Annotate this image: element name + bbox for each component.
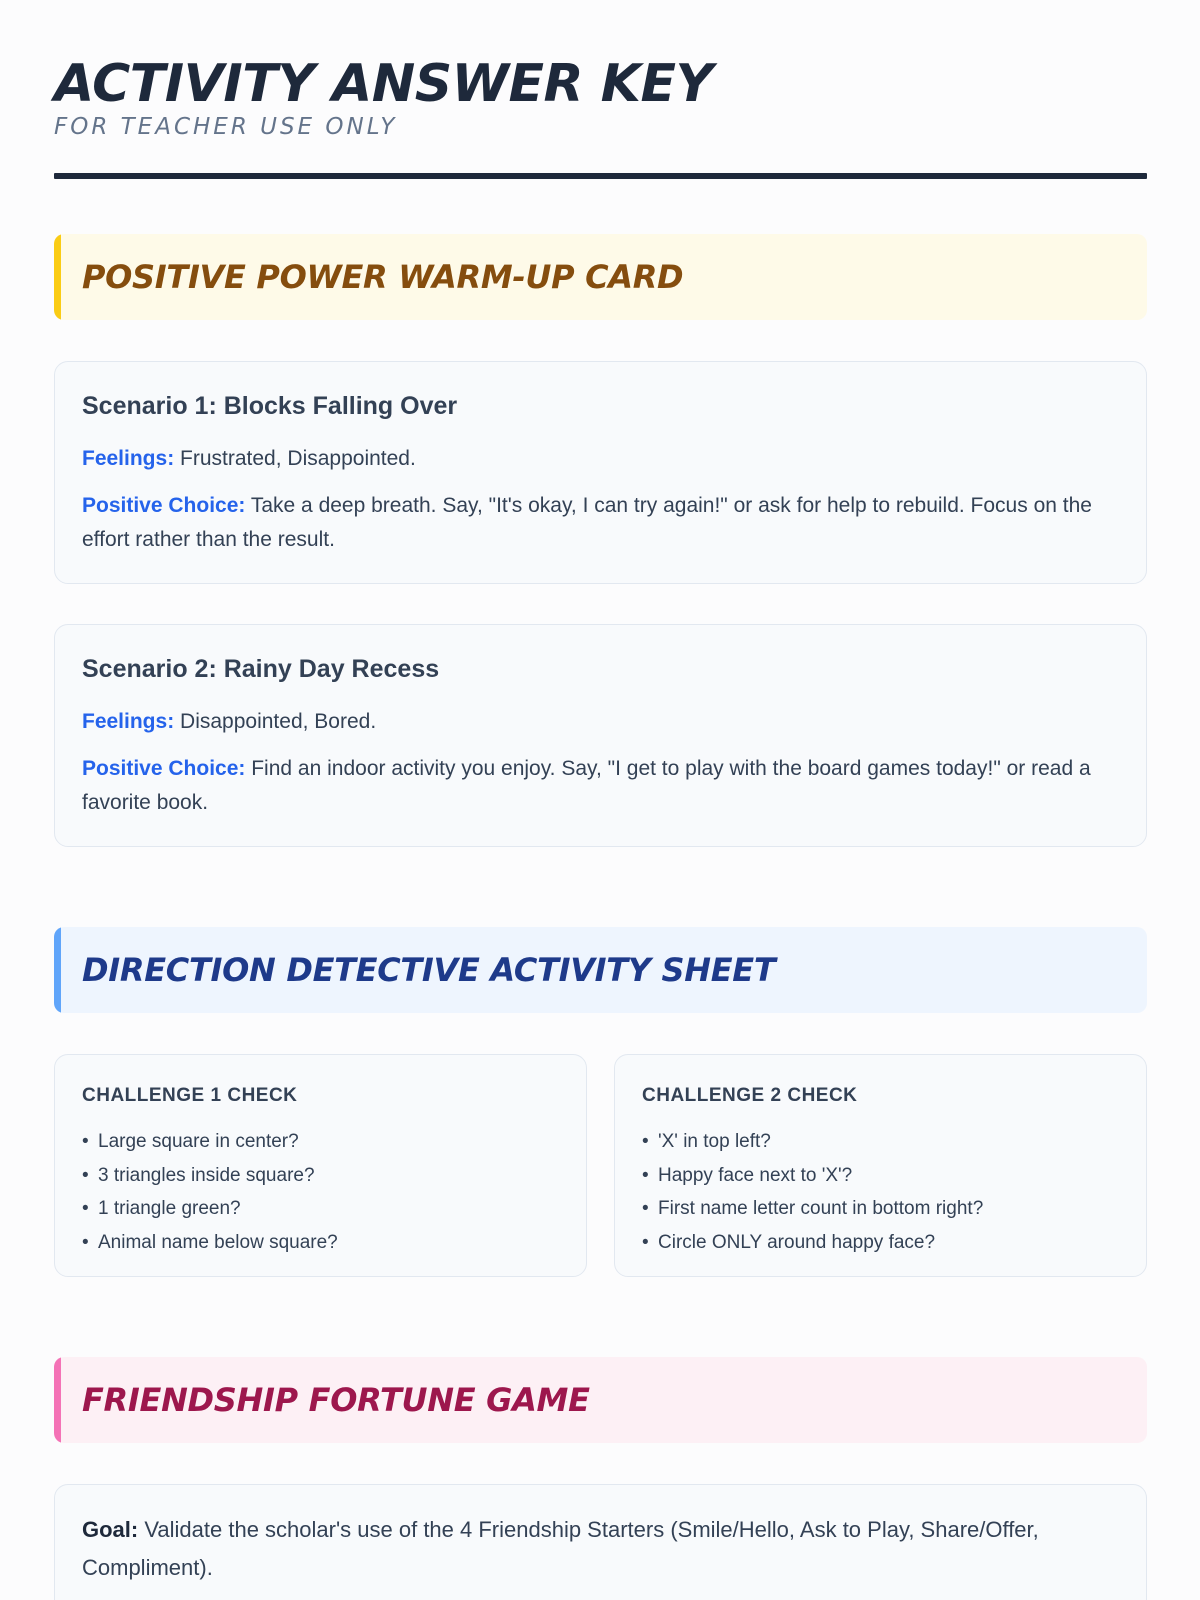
challenge-title: CHALLENGE 2 CHECK	[642, 1085, 858, 1106]
warmup-section-banner	[54, 234, 1147, 320]
friendship-section-banner	[54, 1357, 1147, 1443]
goal-text	[82, 1511, 1116, 1587]
header-divider	[54, 173, 1147, 179]
scenario-card-1	[54, 361, 1147, 584]
bullet-icon: •	[642, 1231, 649, 1253]
bullet-icon: •	[82, 1131, 89, 1152]
detective-section-title: DIRECTION DETECTIVE ACTIVITY SHEET	[82, 951, 776, 989]
detective-section-banner	[54, 927, 1147, 1013]
checklist-item: • 'X' in top left?	[642, 1125, 983, 1159]
checklist-item: • Circle ONLY around happy face?	[642, 1226, 983, 1260]
bullet-icon: •	[642, 1131, 649, 1152]
checklist-item: • Happy face next to 'X'?	[642, 1159, 983, 1193]
checklist-item: • 1 triangle green?	[82, 1192, 338, 1226]
goal-value: Validate the scholar's use of the 4 Friendship Starters (Smile/Hello, Ask to Play, Share/Offer, Compliment).	[82, 1517, 1039, 1580]
challenge-title: CHALLENGE 1 CHECK	[82, 1085, 298, 1106]
bullet-icon: •	[642, 1198, 649, 1219]
goal-card	[54, 1484, 1147, 1600]
positive-choice-label: Positive Choice:	[82, 494, 246, 517]
positive-choice-label: Positive Choice:	[82, 757, 246, 780]
bullet-icon: •	[82, 1198, 89, 1219]
bullet-icon: •	[82, 1231, 89, 1253]
bullet-icon: •	[82, 1164, 89, 1186]
friendship-section-title: FRIENDSHIP FORTUNE GAME	[82, 1381, 590, 1419]
feelings-value: Disappointed, Bored.	[180, 710, 377, 733]
scenario-card-2	[54, 624, 1147, 847]
checklist-item: • 3 triangles inside square?	[82, 1159, 338, 1193]
feelings-label: Feelings:	[82, 710, 175, 733]
positive-choice-value: Find an indoor activity you enjoy. Say, "I get to play with the board games today!" or read a favorite book.	[82, 757, 1091, 814]
checklist	[82, 1125, 338, 1259]
checklist-item: • Animal name below square?	[82, 1226, 338, 1260]
scenario-title: Scenario 2: Rainy Day Recess	[82, 655, 440, 683]
challenge-card-2	[614, 1054, 1147, 1277]
feelings-label: Feelings:	[82, 447, 175, 470]
feelings-value: Frustrated, Disappointed.	[180, 447, 416, 470]
checklist-item: • Large square in center?	[82, 1125, 338, 1159]
challenge-card-1	[54, 1054, 587, 1277]
goal-label: Goal:	[82, 1517, 139, 1542]
feelings-line	[82, 705, 1122, 739]
positive-choice-value: Take a deep breath. Say, "It's okay, I can try again!" or ask for help to rebuild. Focus on the effort rather than the result.	[82, 494, 1092, 551]
page-title: ACTIVITY ANSWER KEY	[54, 54, 713, 114]
bullet-icon: •	[642, 1164, 649, 1186]
warmup-section-title: POSITIVE POWER WARM-UP CARD	[82, 258, 684, 296]
checklist-item: • First name letter count in bottom right?	[642, 1192, 983, 1226]
scenario-title: Scenario 1: Blocks Falling Over	[82, 392, 458, 420]
positive-choice-line	[82, 752, 1122, 820]
feelings-line	[82, 442, 1122, 476]
checklist	[642, 1125, 983, 1259]
positive-choice-line	[82, 489, 1122, 557]
page-subtitle: FOR TEACHER USE ONLY	[54, 114, 398, 140]
